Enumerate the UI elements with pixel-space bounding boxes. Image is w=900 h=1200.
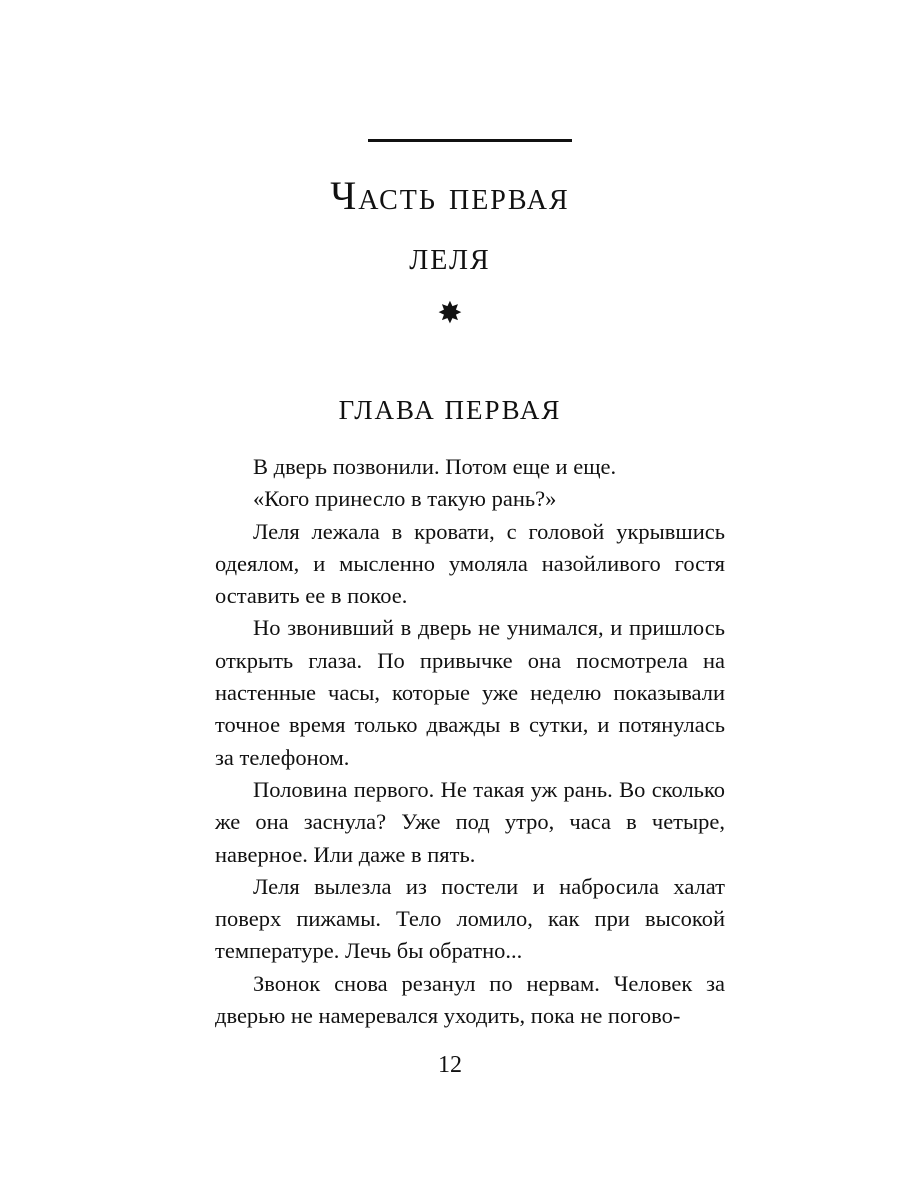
part-title: Часть первая bbox=[330, 173, 570, 218]
paragraph: «Кого принесло в такую рань?» bbox=[253, 486, 557, 512]
chapter-title: ГЛАВА ПЕРВАЯ bbox=[338, 395, 562, 425]
paragraph: Половина первого. Не такая уж рань. Во сколько же она заснула? Уже под утро, часа в четыре, наверное. Или даже в пять. bbox=[215, 776, 725, 867]
paragraph: Леля лежала в кровати, с головой укрывшись одеялом, и мысленно умоляла назойливого гостя оставить ее в покое. bbox=[215, 518, 725, 609]
paragraph: В дверь позвонили. Потом еще и еще. bbox=[253, 454, 617, 479]
star-ornament-icon: ✸ bbox=[437, 296, 463, 331]
paragraph: Но звонивший в дверь не унимался, и пришлось открыть глаза. По привычке она посмотрела на настенные часы, которые уже неделю показывали точное время только дважды в сутки, и потянулась за телефоном. bbox=[215, 615, 725, 770]
part-name: леля bbox=[409, 233, 491, 278]
chapter-text bbox=[215, 451, 725, 1032]
top-rule bbox=[368, 139, 572, 142]
paragraph: Леля вылезла из постели и набросила халат поверх пижамы. Тело ломило, как при высокой температуре. Лечь бы обратно... bbox=[215, 873, 725, 964]
paragraph: Звонок снова резанул по нервам. Человек за дверью не намеревался уходить, пока не погово- bbox=[215, 970, 725, 1029]
page-number: 12 bbox=[438, 1052, 462, 1078]
